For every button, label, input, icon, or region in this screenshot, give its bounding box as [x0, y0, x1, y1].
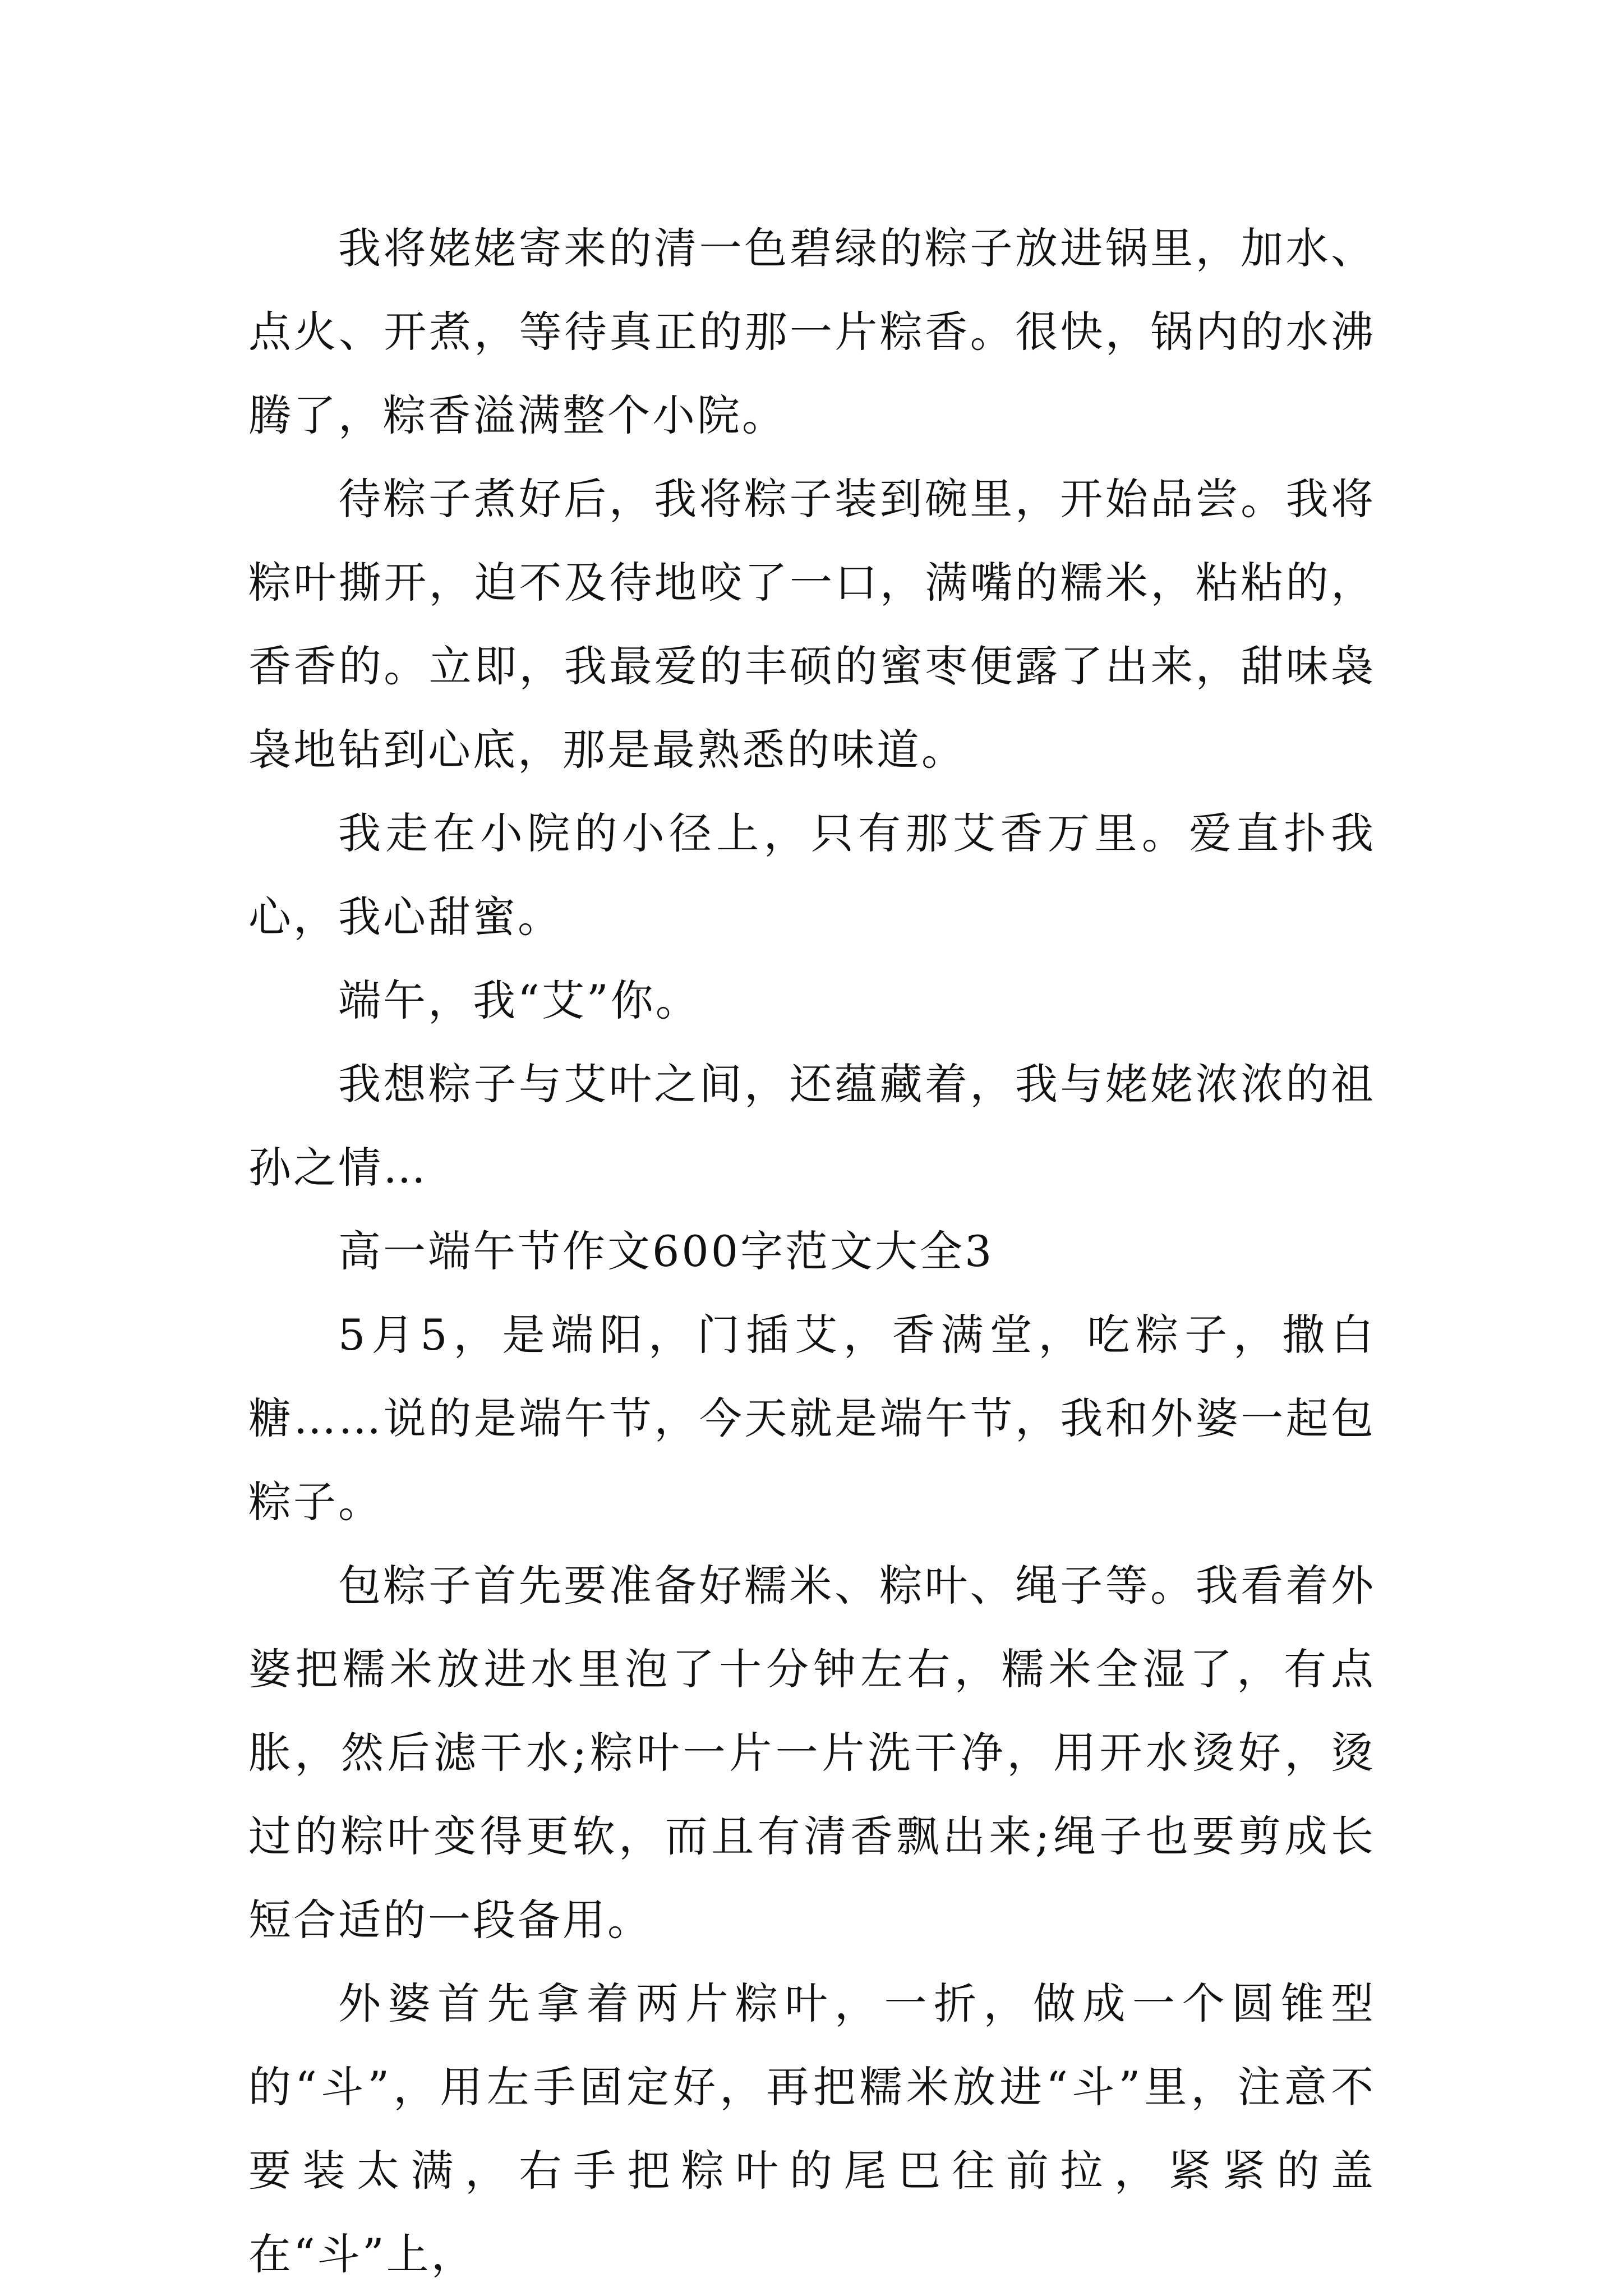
paragraph: 外婆首先拿着两片粽叶，一折，做成一个圆锥型的“斗”，用左手固定好，再把糯米放进“斗”里，注意不要装太满，右手把粽叶的尾巴往前拉，紧紧的盖在“斗”上，: [248, 1978, 1376, 2279]
paragraph: 待粽子煮好后，我将粽子装到碗里，开始品尝。我将粽叶撕开，迫不及待地咬了一口，满嘴的糯米，粘粘的，香香的。立即，我最爱的丰硕的蜜枣便露了出来，甜味袅袅地钻到心底，那是最熟悉的味道。: [248, 474, 1376, 775]
section-heading: 高一端午节作文600字范文大全3: [338, 1226, 994, 1276]
paragraph: 我想粽子与艾叶之间，还蕴藏着，我与姥姥浓浓的祖孙之情…: [248, 1059, 1376, 1193]
paragraph: 我将姥姥寄来的清一色碧绿的粽子放进锅里，加水、点火、开煮，等待真正的那一片粽香。很快，锅内的水沸腾了，粽香溢满整个小院。: [248, 223, 1376, 440]
paragraph: 包粽子首先要准备好糯米、粽叶、绳子等。我看着外婆把糯米放进水里泡了十分钟左右，糯米全湿了，有点胀，然后滤干水;粽叶一片一片洗干净，用开水烫好，烫过的粽叶变得更软，而且有清香飘出来;绳子也要剪成长短合适的一段备用。: [248, 1561, 1376, 1945]
paragraph: 我走在小院的小径上，只有那艾香万里。爱直扑我心，我心甜蜜。: [248, 808, 1376, 942]
document-body: [248, 206, 1376, 2296]
paragraph: 端午，我“艾”你。: [338, 976, 700, 1025]
paragraph: 5月5，是端阳，门插艾，香满堂，吃粽子，撒白糖……说的是端午节，今天就是端午节，我和外婆一起包粽子。: [248, 1310, 1376, 1527]
